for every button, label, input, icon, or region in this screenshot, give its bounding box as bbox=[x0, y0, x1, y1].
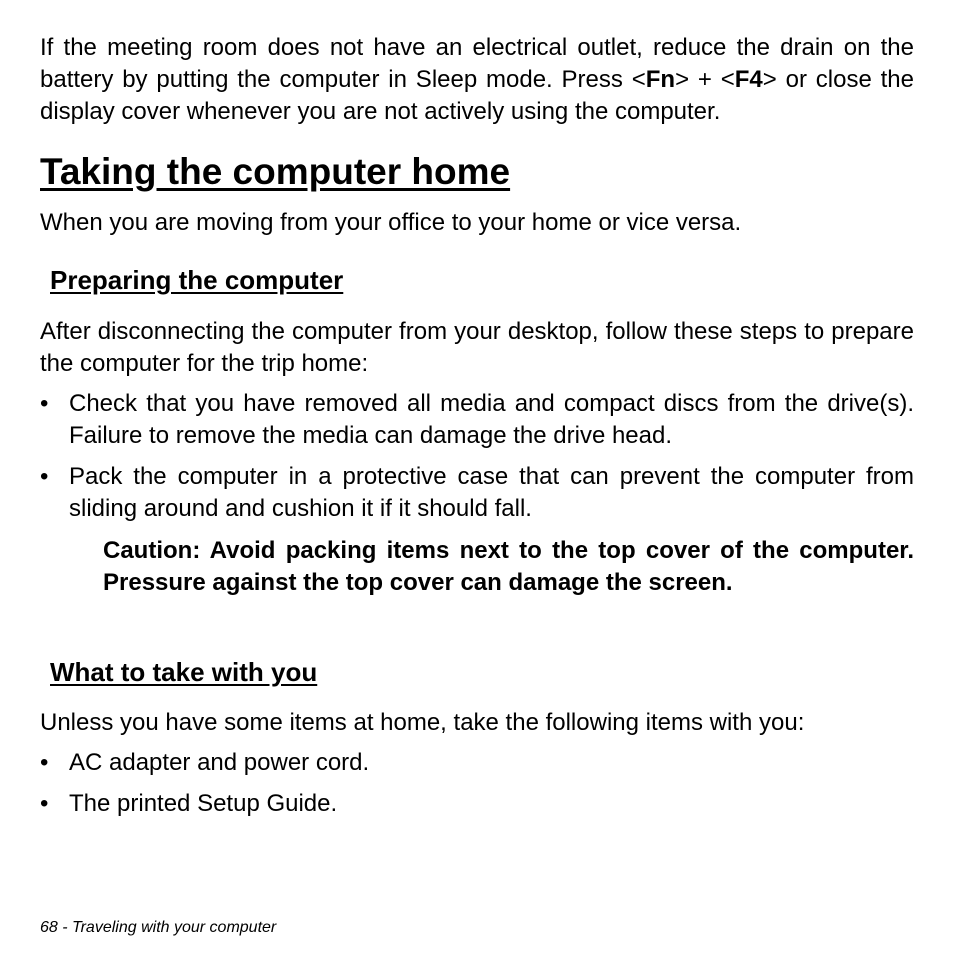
bullet-icon: • bbox=[40, 463, 49, 490]
list-item bbox=[40, 461, 914, 525]
heading-what-to-take: What to take with you bbox=[50, 657, 318, 687]
heading-preparing-computer: Preparing the computer bbox=[50, 265, 344, 295]
bullet-icon: • bbox=[40, 390, 49, 417]
list-item bbox=[40, 788, 914, 820]
intro-paragraph bbox=[40, 32, 914, 128]
list-item bbox=[40, 747, 914, 779]
caution-note: Caution: Avoid packing items next to the top cover of the computer. Pressure against the top cover can damage the screen. bbox=[103, 537, 914, 596]
preparing-paragraph: After disconnecting the computer from your desktop, follow these steps to prepare the computer for the trip home: bbox=[40, 318, 914, 377]
section-intro: When you are moving from your office to your home or vice versa. bbox=[40, 209, 742, 236]
list-item-text: AC adapter and power cord. bbox=[69, 749, 370, 776]
bullet-icon: • bbox=[40, 790, 49, 817]
bullet-icon: • bbox=[40, 749, 49, 776]
intro-text-1: If the meeting room does not have an electrical outlet, reduce the drain on the battery by putting the computer in Sleep mode. Press < bbox=[40, 34, 914, 93]
page-footer: 68 - Traveling with your computer bbox=[40, 919, 277, 936]
take-with-bullet-list bbox=[40, 747, 914, 829]
preparing-bullet-list bbox=[40, 388, 914, 534]
take-with-paragraph: Unless you have some items at home, take the following items with you: bbox=[40, 709, 805, 736]
list-item-text: The printed Setup Guide. bbox=[69, 790, 338, 817]
list-item-text: Check that you have removed all media and compact discs from the drive(s). Failure to remove the media can damage the drive head. bbox=[69, 390, 914, 449]
key-f4: F4 bbox=[734, 66, 763, 93]
intro-text-3: > or close the display cover whenever you are not actively using the computer. bbox=[40, 66, 914, 125]
list-item-text: Pack the computer in a protective case that can prevent the computer from sliding around and cushion it if it should fall. bbox=[69, 463, 914, 522]
section-title: Taking the computer home bbox=[40, 151, 511, 192]
list-item bbox=[40, 388, 914, 452]
key-fn: Fn bbox=[645, 66, 676, 93]
intro-text-2: > + < bbox=[675, 66, 735, 93]
